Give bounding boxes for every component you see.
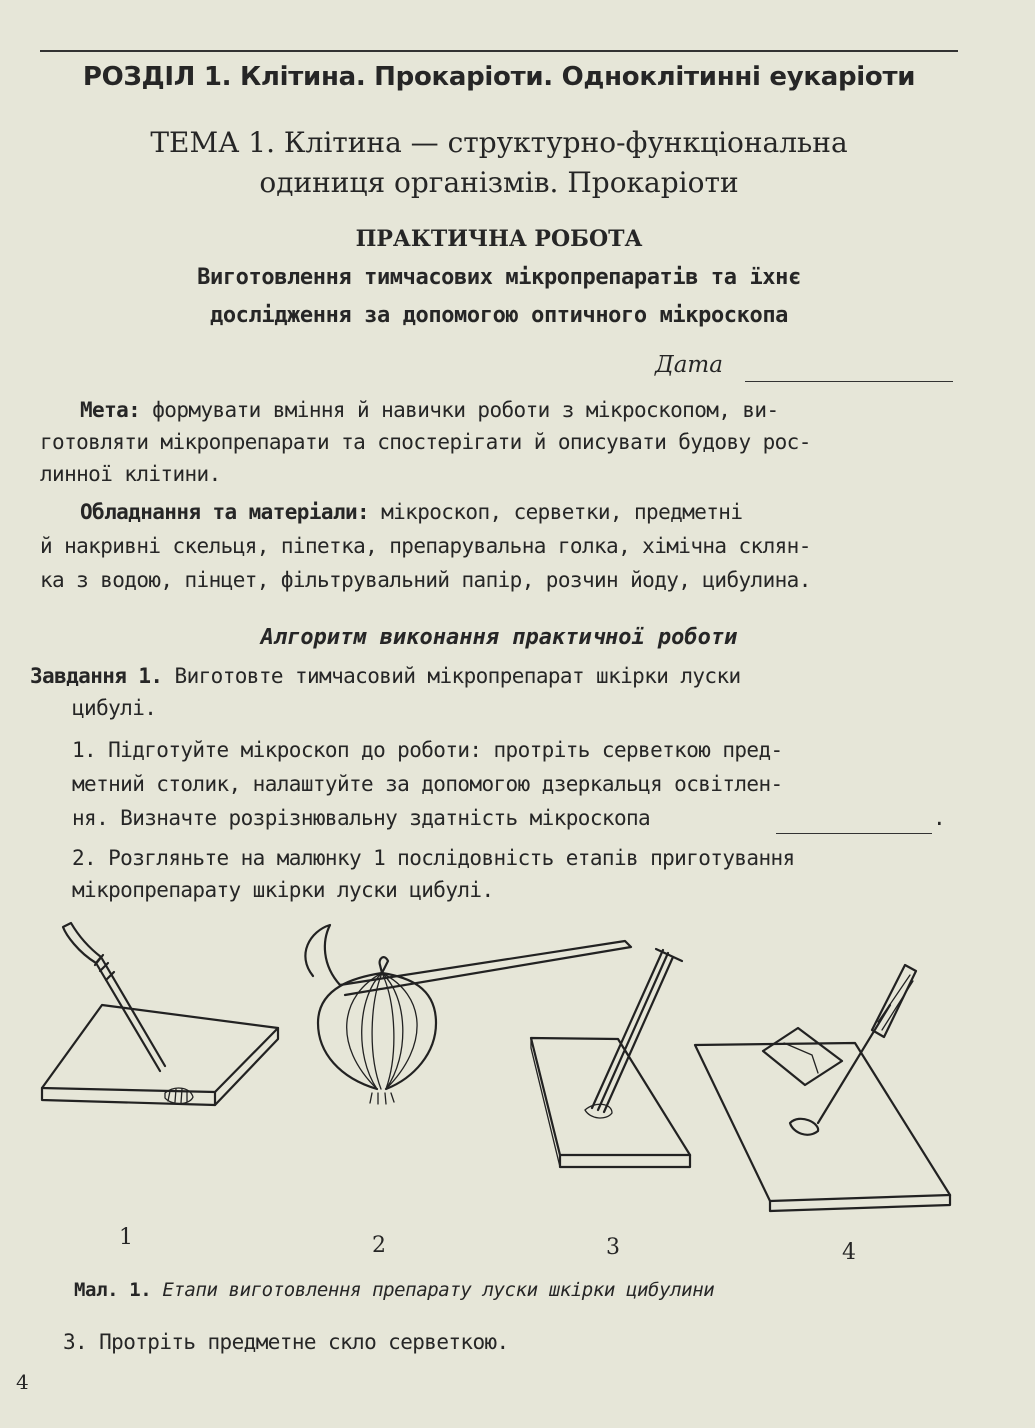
step1-line-1: 1. Підготуйте мікроскоп до роботи: протріть серветкою пред- [72, 738, 783, 762]
task1-text-1: Виготовте тимчасовий мікропрепарат шкірки луски [174, 664, 741, 688]
task1-label: Завдання 1. [30, 664, 163, 688]
figure-label-1: 1 [119, 1225, 133, 1250]
figure-onion-preparation [0, 905, 1035, 1235]
figure-label-4: 4 [842, 1240, 856, 1265]
stage-2-onion-needle [305, 925, 631, 1104]
topic-title-line-1: ТЕМА 1. Клітина — структурно-функціональна [150, 126, 848, 159]
equipment-text-1: мікроскоп, серветки, предметні [381, 500, 743, 524]
step2-line-1: 2. Розгляньте на малюнку 1 послідовність етапів приготування [72, 846, 795, 870]
date-input-line[interactable] [745, 381, 953, 382]
page-number: 4 [16, 1370, 29, 1394]
subtitle-line-1: Виготовлення тимчасових мікропрепаратів та їхнє [197, 265, 801, 290]
practical-work-heading: ПРАКТИЧНА РОБОТА [355, 226, 643, 252]
equipment-line-1 [80, 500, 742, 524]
step1-line-2: метний столик, налаштуйте за допомогою дзеркальця освітлен- [72, 772, 783, 796]
resolution-answer-line[interactable] [776, 833, 932, 834]
figure-caption [74, 1279, 714, 1301]
task1-line-1 [30, 664, 741, 688]
caption-label: Мал. 1. [74, 1279, 152, 1301]
stage-4-cover-slip [695, 965, 950, 1211]
goal-label: Мета: [80, 398, 141, 422]
equipment-line-3: ка з водою, пінцет, фільтрувальний папір, розчин йоду, цибулина. [40, 568, 811, 592]
step3-text: 3. Протріть предметне скло серветкою. [63, 1330, 509, 1354]
figure-label-3: 3 [606, 1235, 620, 1260]
subtitle-line-2: дослідження за допомогою оптичного мікроскопа [209, 303, 789, 328]
caption-text: Етапи виготовлення препарату луски шкірки цибулини [162, 1279, 715, 1301]
step1-end: . [933, 806, 946, 830]
step2-line-2: мікропрепарату шкірки луски цибулі. [72, 878, 494, 902]
equipment-label: Обладнання та матеріали: [80, 500, 370, 524]
date-label: Дата [655, 352, 723, 378]
topic-title-line-2: одиниця організмів. Прокаріоти [259, 166, 739, 199]
top-rule [40, 50, 958, 52]
stage-3-tweezers [531, 949, 690, 1167]
algorithm-heading: Алгоритм виконання практичної роботи [260, 625, 738, 650]
stage-1-pipette-drop [42, 923, 278, 1105]
task1-line-2: цибулі. [72, 696, 157, 720]
goal-line-1 [80, 398, 779, 422]
goal-text-1: формувати вміння й навички роботи з мікроскопом, ви- [152, 398, 779, 422]
equipment-line-2: й накривні скельця, піпетка, препарувальна голка, хімічна склян- [40, 534, 811, 558]
figure-label-2: 2 [372, 1233, 386, 1258]
goal-line-3: линної клітини. [40, 462, 221, 486]
step1-line-3: ня. Визначте розрізнювальну здатність мікроскопа [72, 806, 651, 830]
section-title: РОЗДІЛ 1. Клітина. Прокаріоти. Одноклітинні еукаріоти [82, 62, 916, 92]
goal-line-2: готовляти мікропрепарати та спостерігати й описувати будову рос- [40, 430, 811, 454]
